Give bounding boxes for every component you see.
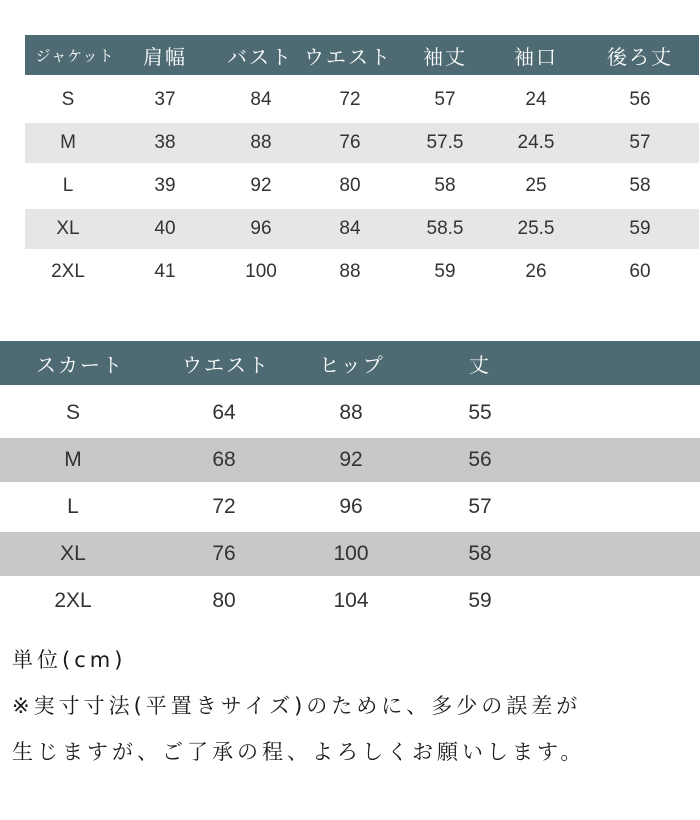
disclaimer-line-2: 生じますが、ご了承の程、よろしくお願いします。	[12, 740, 586, 764]
jacket-size-cell: M	[60, 132, 76, 153]
jacket-value-cell: 72	[339, 89, 361, 110]
skirt-size-cell: M	[64, 448, 82, 471]
skirt-row	[0, 485, 700, 529]
jacket-row	[25, 123, 699, 163]
skirt-value-cell: 100	[333, 542, 369, 565]
jacket-value-cell: 58	[434, 175, 456, 196]
skirt-value-cell: 104	[333, 589, 369, 612]
skirt-value-cell: 76	[212, 542, 236, 565]
jacket-value-cell: 96	[250, 218, 272, 239]
jacket-value-cell: 59	[629, 218, 651, 239]
skirt-header-hip: ヒップ	[319, 352, 385, 377]
skirt-header-length: 丈	[469, 352, 491, 377]
jacket-value-cell: 84	[339, 218, 361, 239]
jacket-value-cell: 39	[154, 175, 176, 196]
disclaimer-line-1: ※実寸寸法(平置きサイズ)のために、多少の誤差が	[12, 694, 582, 718]
skirt-header-size: スカート	[36, 352, 124, 377]
jacket-value-cell: 40	[154, 218, 176, 239]
jacket-value-cell: 57.5	[426, 132, 464, 153]
skirt-value-cell: 58	[468, 542, 492, 565]
skirt-header-waist: ウエスト	[182, 352, 270, 377]
skirt-row	[0, 579, 700, 623]
jacket-header-bust: バスト	[227, 44, 293, 69]
jacket-value-cell: 60	[629, 261, 651, 282]
jacket-header-back-length: 後ろ丈	[607, 44, 673, 69]
skirt-value-cell: 56	[468, 448, 492, 471]
jacket-value-cell: 25	[525, 175, 547, 196]
jacket-header-shoulder: 肩幅	[143, 44, 187, 69]
jacket-header-waist: ウエスト	[304, 44, 392, 69]
skirt-value-cell: 88	[339, 401, 363, 424]
jacket-value-cell: 56	[629, 89, 651, 110]
jacket-size-cell: L	[62, 175, 74, 196]
jacket-value-cell: 88	[339, 261, 361, 282]
jacket-value-cell: 37	[154, 89, 176, 110]
skirt-value-cell: 92	[339, 448, 363, 471]
jacket-row	[25, 166, 699, 206]
jacket-value-cell: 41	[154, 261, 176, 282]
skirt-value-cell: 64	[212, 401, 236, 424]
jacket-value-cell: 25.5	[517, 218, 555, 239]
skirt-size-cell: 2XL	[54, 589, 92, 612]
skirt-value-cell: 80	[212, 589, 236, 612]
jacket-header-cuff: 袖口	[514, 44, 558, 69]
jacket-value-cell: 57	[629, 132, 651, 153]
jacket-size-cell: XL	[56, 218, 80, 239]
jacket-value-cell: 76	[339, 132, 361, 153]
jacket-value-cell: 84	[250, 89, 272, 110]
jacket-value-cell: 57	[434, 89, 456, 110]
skirt-row	[0, 438, 700, 482]
skirt-value-cell: 59	[468, 589, 492, 612]
jacket-size-cell: 2XL	[51, 261, 85, 282]
jacket-value-cell: 58	[629, 175, 651, 196]
skirt-value-cell: 55	[468, 401, 492, 424]
skirt-value-cell: 57	[468, 495, 492, 518]
jacket-value-cell: 59	[434, 261, 456, 282]
jacket-row	[25, 80, 699, 120]
jacket-value-cell: 100	[245, 261, 277, 282]
jacket-value-cell: 24	[525, 89, 547, 110]
skirt-size-cell: XL	[60, 542, 86, 565]
skirt-value-cell: 96	[339, 495, 363, 518]
skirt-size-cell: L	[67, 495, 79, 518]
jacket-value-cell: 24.5	[517, 132, 555, 153]
jacket-value-cell: 88	[250, 132, 272, 153]
jacket-table-header	[25, 35, 699, 75]
skirt-row	[0, 532, 700, 576]
jacket-row	[25, 209, 699, 249]
jacket-size-cell: S	[61, 89, 75, 110]
jacket-row	[25, 252, 699, 292]
jacket-header-sleeve-length: 袖丈	[423, 44, 467, 69]
skirt-value-cell: 68	[212, 448, 236, 471]
jacket-value-cell: 58.5	[426, 218, 464, 239]
skirt-value-cell: 72	[212, 495, 236, 518]
jacket-value-cell: 92	[250, 175, 272, 196]
jacket-header-size: ジャケット	[35, 46, 115, 65]
jacket-value-cell: 80	[339, 175, 361, 196]
unit-note: 単位(cm)	[12, 648, 127, 672]
jacket-value-cell: 26	[525, 261, 547, 282]
skirt-size-cell: S	[65, 401, 80, 424]
skirt-table-header	[0, 341, 700, 385]
skirt-row	[0, 391, 700, 435]
jacket-value-cell: 38	[154, 132, 176, 153]
